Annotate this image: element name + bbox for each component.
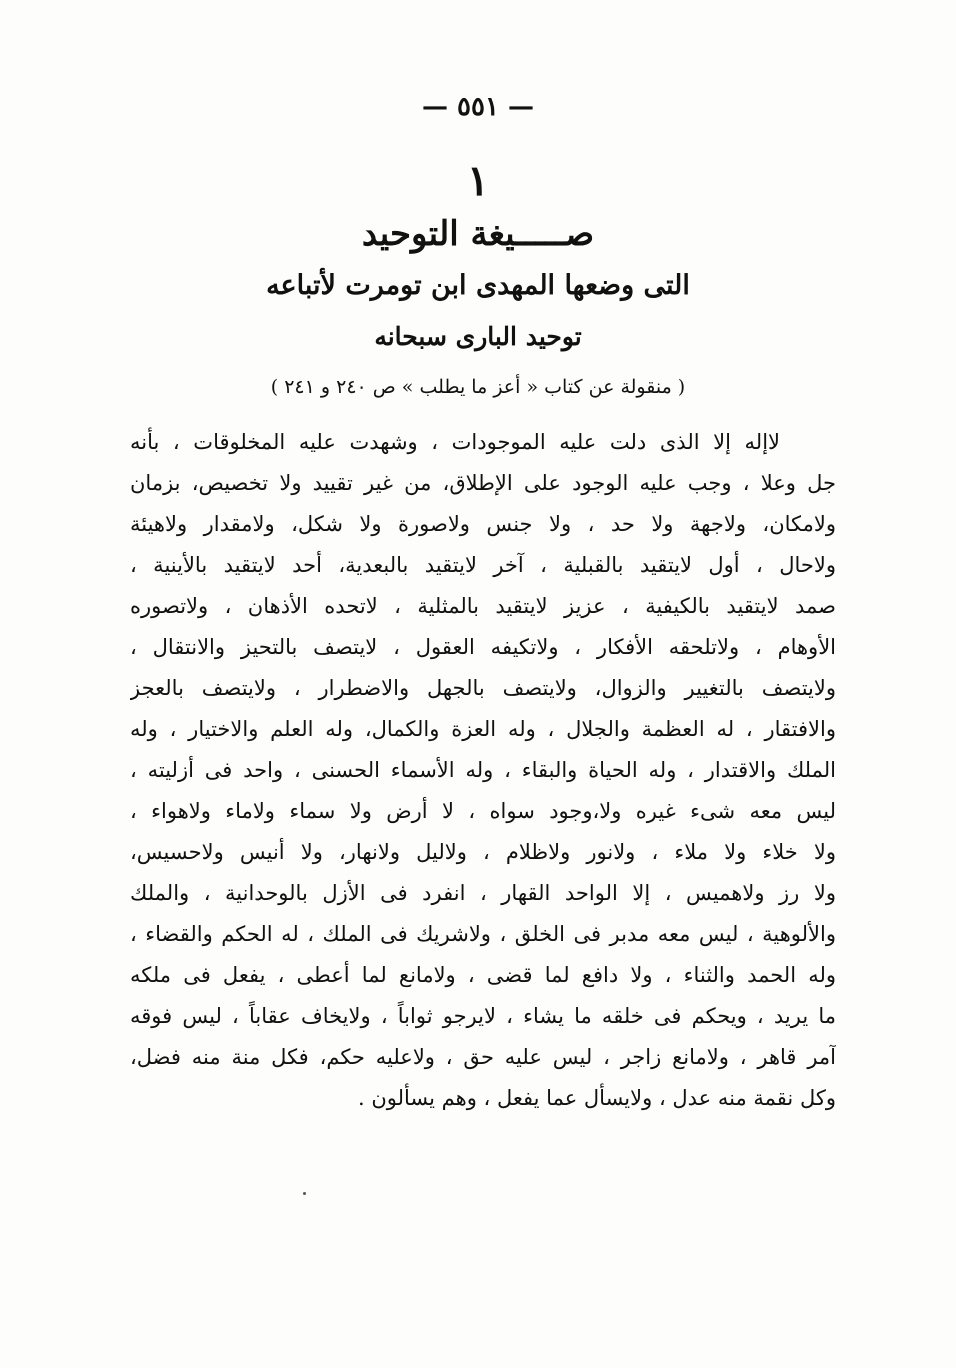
body-line: لاإله إلا الذى دلت عليه الموجودات ، وشهدت عليه المخلوقات ، بأنه (130, 430, 780, 454)
body-line: الملك والاقتدار ، وله الحياة والبقاء ، وله الأسماء الحسنى ، واحد فى أزليته ، (130, 758, 836, 782)
body-line: وكل نقمة منه عدل ، ولايسأل عما يفعل ، وهم يسألون . (358, 1086, 836, 1110)
body-line: ولاحال ، أول لايتقيد بالقبلية ، آخر لايتقيد بالبعدية، أحد لايتقيد بالأينية ، (130, 553, 836, 577)
body-line: والافتقار ، له العظمة والجلال ، وله العزة والكمال، وله العلم والاختيار ، وله (130, 717, 836, 741)
body-line: صمد لايتقيد بالكيفية ، عزيز لايتقيد بالمثلية ، لاتحده الأذهان ، ولاتصوره (130, 594, 836, 618)
section-heading: توحيد البارى سبحانه (374, 322, 582, 351)
chapter-subtitle: التى وضعها المهدى ابن تومرت لأتباعه (266, 270, 690, 301)
body-line: وله الحمد والثناء ، ولا دافع لما قضى ، ولامانع لما أعطى ، يفعل فى ملكه (130, 963, 836, 987)
body-line: ولامكان، ولاجهة ولا حد ، ولا جنس ولاصورة ولا شكل، ولامقدار ولاهيئة (130, 512, 836, 536)
body-line: الأوهام ، ولاتلحقه الأفكار ، ولاتكيفه العقول ، لايتصف بالتحيز والانتقال ، (130, 635, 836, 659)
body-line: ليس معه شىء غيره ولا،وجود سواه ، لا أرض ولا سماء ولاماء ولاهواء ، (130, 799, 836, 823)
body-paragraph (130, 422, 836, 1119)
body-line: ولا خلاء ولا ملاء ، ولانور ولاظلام ، ولاليل ولانهار، ولا أنيس ولاحسيس، (130, 840, 836, 864)
body-line: والألوهية ، ليس معه مدبر فى الخلق ، ولاشريك فى الملك ، له الحكم والقضاء ، (130, 922, 836, 946)
body-line: آمر قاهر ، ولامانع زاجر ، ليس عليه حق ، ولاعليه حكم، فكل منة منه فضل، (130, 1045, 836, 1069)
page-number: — ٥٥١ — (421, 92, 535, 122)
body-line: ولا رز ولاهميس ، إلا الواحد القهار ، انفرد فى الأزل بالوحدانية ، والملك (130, 881, 836, 905)
source-note: ( منقولة عن كتاب « أعز ما يطلب » ص ٢٤٠ و ٢٤١ ) (270, 376, 686, 398)
body-line: ولايتصف بالتغيير والزوال، ولايتصف بالجهل والاضطرار ، ولايتصف بالعجز (130, 676, 836, 700)
section-number: ١ (466, 156, 490, 205)
body-line: جل وعلا ، وجب عليه الوجود على الإطلاق، من غير تقييد ولا تخصيص، بزمان (130, 471, 836, 495)
scan-speck (303, 1192, 306, 1195)
body-line: ما يريد ، ويحكم فى خلقه ما يشاء ، لايرجو ثواباً ، ولايخاف عقاباً ، ليس فوقه (130, 1004, 836, 1028)
chapter-title: صـــــيغة التوحيد (361, 214, 595, 254)
